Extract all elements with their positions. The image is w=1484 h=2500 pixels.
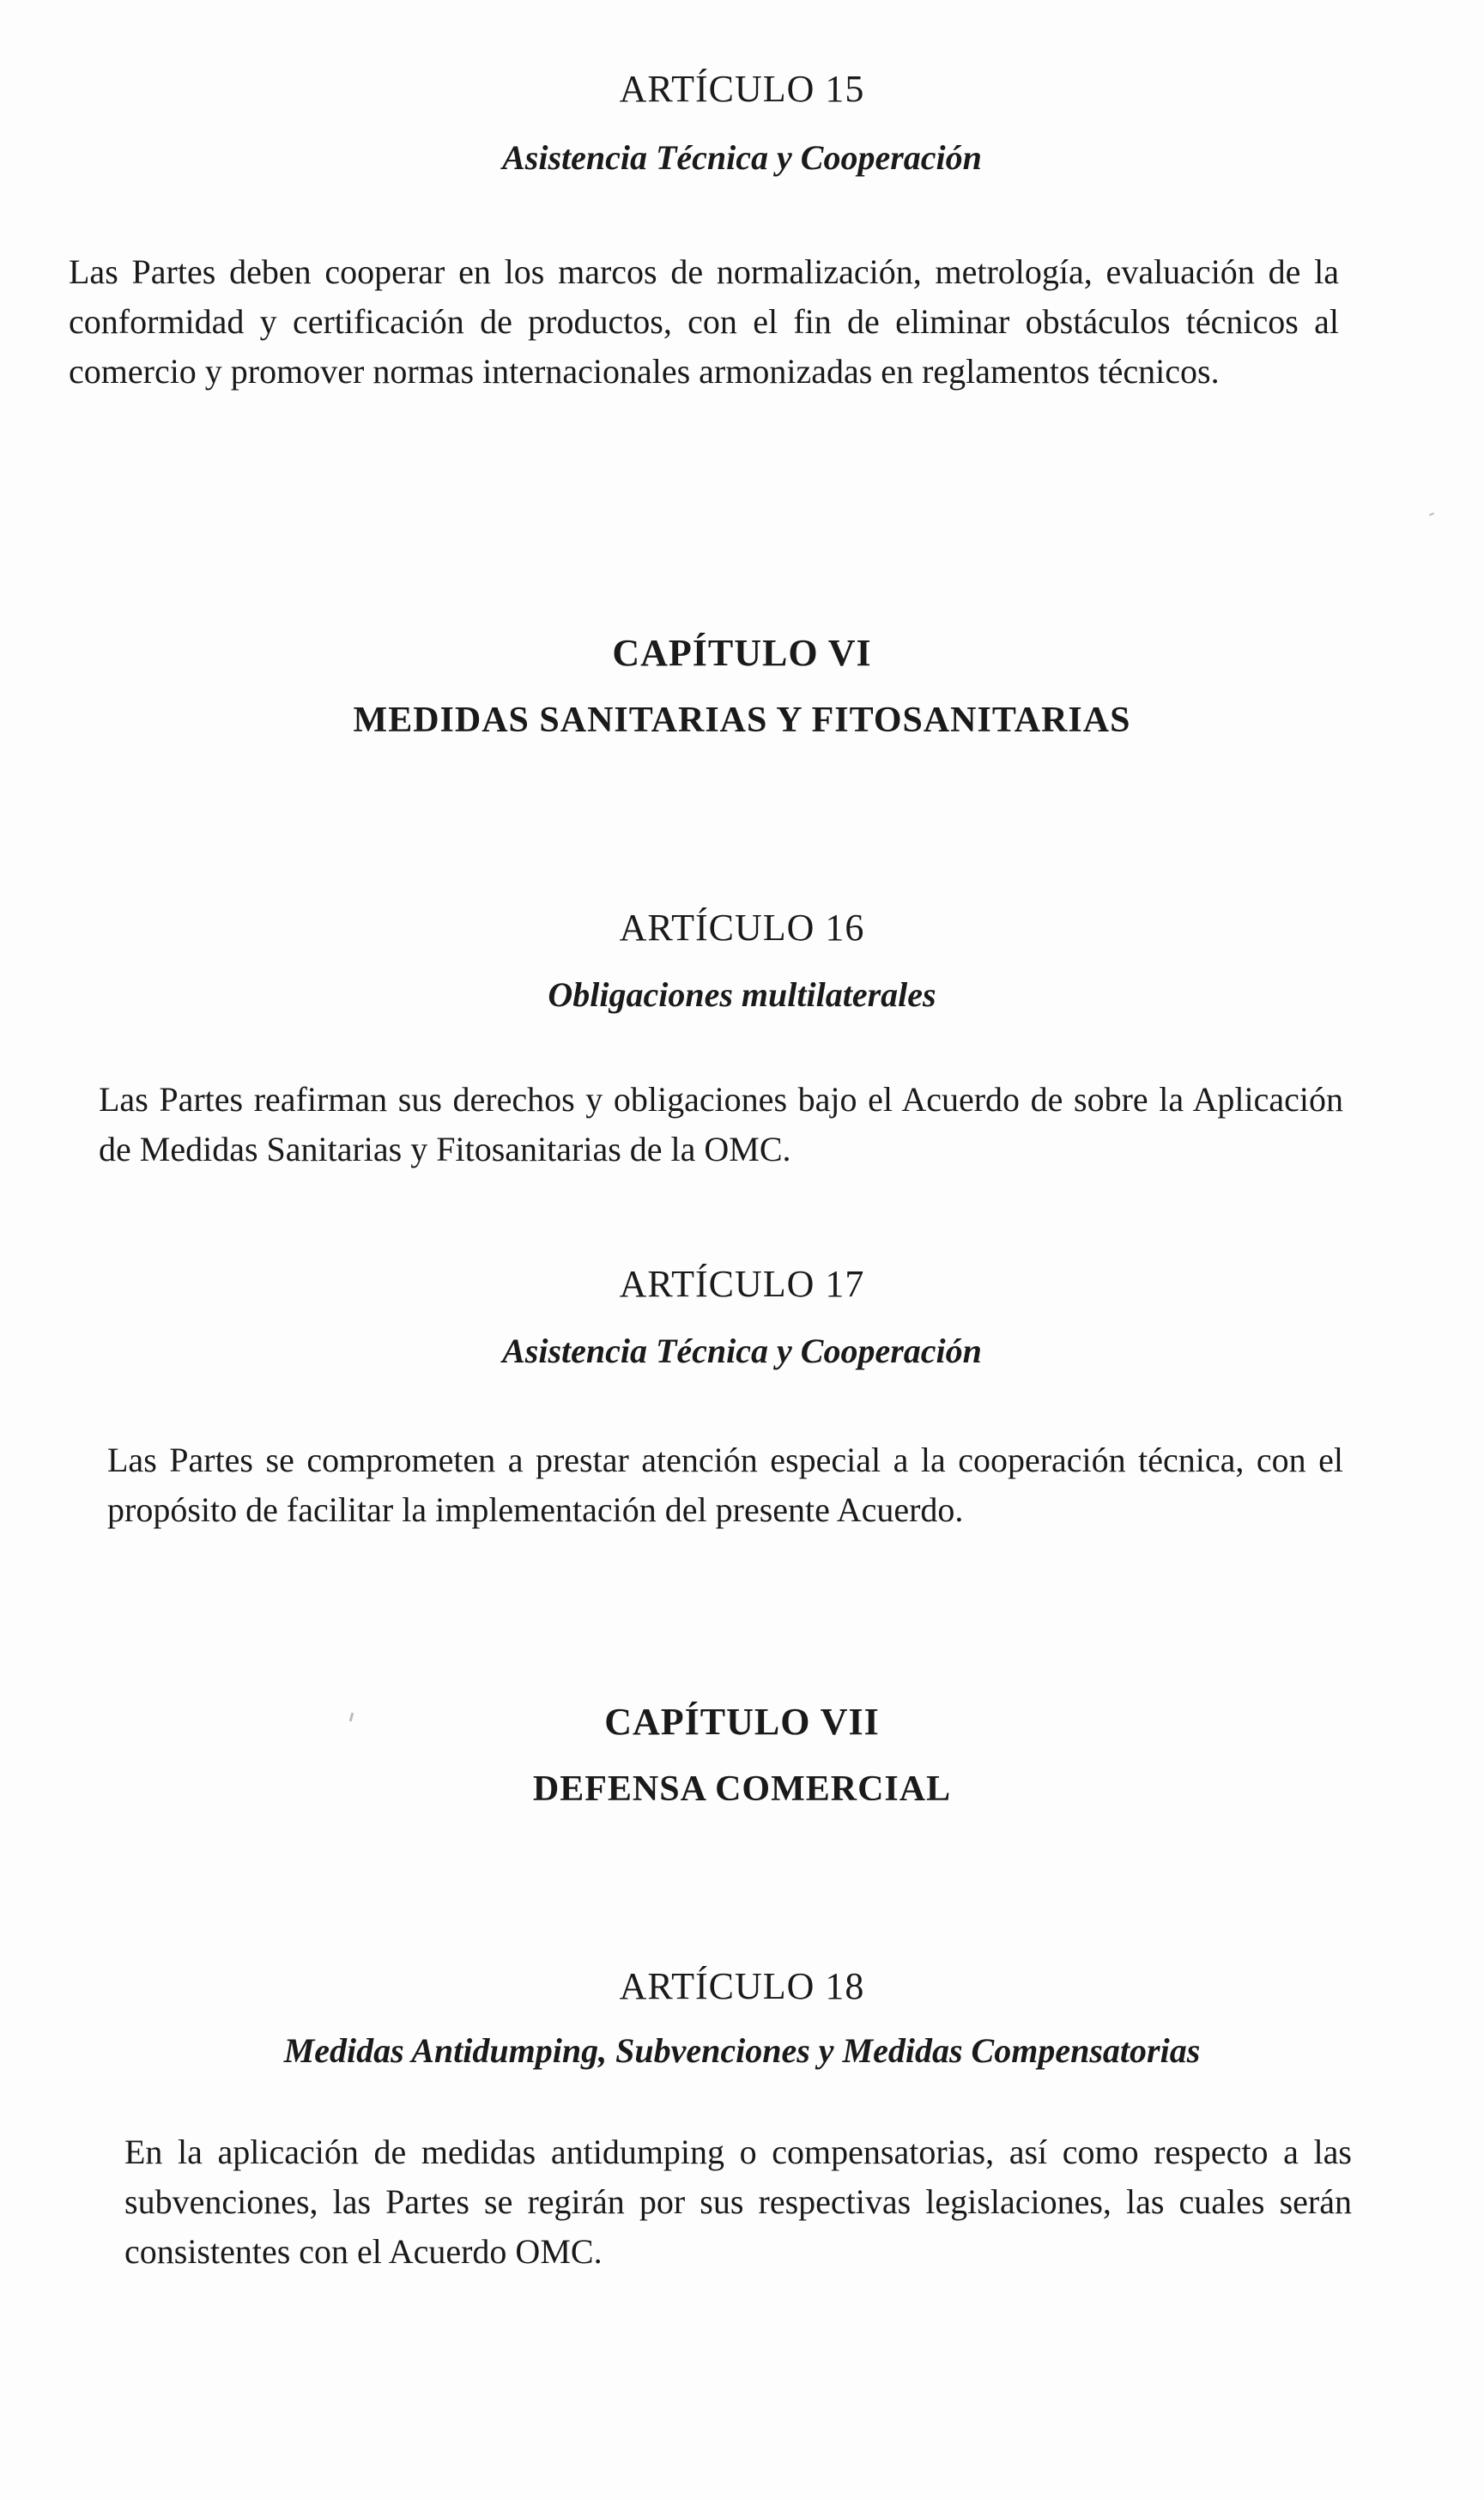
chapter-7-heading-wrap [0, 1700, 1484, 1744]
article-16-heading: ARTÍCULO 16 [619, 907, 865, 949]
article-15-heading: ARTÍCULO 15 [619, 68, 865, 110]
article-17-subtitle-wrap [0, 1331, 1484, 1371]
chapter-6-title: MEDIDAS SANITARIAS Y FITOSANITARIAS [353, 701, 1131, 740]
article-18-subtitle-wrap [0, 2030, 1484, 2071]
article-17-heading-wrap [0, 1262, 1484, 1306]
article-17-subtitle: Asistencia Técnica y Cooperación [502, 1332, 982, 1370]
chapter-7-title-wrap [0, 1769, 1484, 1810]
article-18-body: En la aplicación de medidas antidumping o compensatorias, así como respecto a las subvenciones, las Partes se regirán por sus respectivas legislaciones, las cuales serán consistentes con el Acuerdo OMC. [124, 2133, 1352, 2271]
article-18-body-wrap [124, 2127, 1352, 2277]
article-15-subtitle: Asistencia Técnica y Cooperación [502, 138, 982, 177]
article-17-body-wrap [107, 1435, 1343, 1535]
chapter-7-title: DEFENSA COMERCIAL [532, 1769, 952, 1809]
article-15-subtitle-wrap [0, 137, 1484, 178]
article-18-subtitle: Medidas Antidumping, Subvenciones y Medidas Compensatorias [283, 2031, 1201, 2070]
article-16-body: Las Partes reafirman sus derechos y obligaciones bajo el Acuerdo de sobre la Aplicación de Medidas Sanitarias y Fitosanitarias de la OMC. [99, 1080, 1343, 1168]
chapter-6-heading: CAPÍTULO VI [612, 632, 872, 674]
scan-speck [1429, 513, 1434, 516]
article-15-body-wrap [69, 247, 1339, 397]
article-18-heading-wrap [0, 1964, 1484, 2008]
article-16-body-wrap [99, 1075, 1343, 1174]
article-15-heading-wrap [0, 67, 1484, 111]
chapter-6-heading-wrap [0, 631, 1484, 675]
article-17-body: Las Partes se comprometen a prestar atención especial a la cooperación técnica, con el propósito de facilitar la implementación del presente Acuerdo. [107, 1441, 1343, 1529]
chapter-6-title-wrap [0, 700, 1484, 741]
article-17-heading: ARTÍCULO 17 [619, 1263, 865, 1305]
article-15-body: Las Partes deben cooperar en los marcos de normalización, metrología, evaluación de la conformidad y certificación de productos, con el fin de eliminar obstáculos técnicos al comercio y promover normas internacionales armonizadas en reglamentos técnicos. [69, 252, 1339, 391]
article-16-subtitle-wrap [0, 974, 1484, 1015]
chapter-7-heading: CAPÍTULO VII [604, 1701, 880, 1743]
article-16-heading-wrap [0, 906, 1484, 950]
article-18-heading: ARTÍCULO 18 [619, 1965, 865, 2007]
article-16-subtitle: Obligaciones multilaterales [548, 975, 936, 1014]
